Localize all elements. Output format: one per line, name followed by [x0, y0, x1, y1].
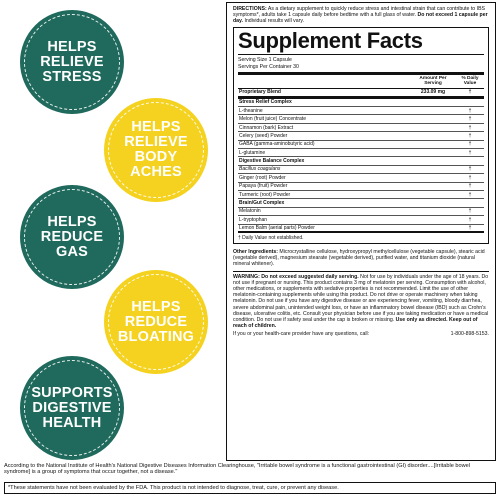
ingredient-dv: † — [468, 208, 472, 215]
directions-text: As a dietary supplement to quickly reduce stress and intestinal strain that can contribute to IBS symptoms*, adults take 1 capsule daily before bedtime with a full glass of water. — [233, 6, 485, 19]
daily-value-note: † Daily Value not established. — [238, 234, 304, 241]
ingredient-name: L-theanine — [239, 107, 263, 114]
proprietary-blend-row — [238, 89, 484, 99]
other-ingredients-text: Microcrystalline cellulose, hydroxypropyl methylcellulose (vegetable capsule), stearic acid (vegetable derived), magnesium stearate (vegetable derived), purified water, and titanium dioxide (natural mineral whitener). — [233, 249, 485, 268]
other-ingredients-heading: Other Ingredients: — [233, 249, 278, 256]
badge-relieve-body-aches — [104, 98, 208, 202]
warning-heading: WARNING: Do not exceed suggested daily serving. — [233, 273, 359, 280]
badge-line: REDUCE — [40, 228, 104, 245]
badge-line: HELPS — [47, 213, 97, 230]
ingredient-name: Celery (seed) Powder — [239, 132, 288, 139]
badge-line: RELIEVE — [124, 134, 188, 150]
badge-line: HELPS — [131, 298, 181, 315]
ingredient-dv: † — [468, 149, 472, 156]
ingredient-name: Melatonin — [239, 208, 261, 215]
supplement-facts-panel — [233, 27, 489, 244]
warning-text: Not for use by individuals under the age of 18 years. Do not use if pregnant or nursing. This product contains 3 mg of melatonin per serving. Consumption with alcohol, other medications, or supplements with sedative properties is not recommended. Limit the use of other melatonin-containing supplements while using this product. Do not drive or operate machinery when taking melatonin. Do not use if you have any digestive disease or are experiencing fever, vomiting, bloody diarrhea, severe abdominal pain, unintended weight loss, or have an inflammatory bowel disease (IBD) such as Crohn's disease, ulcerative colitis, etc. Consult your physician before use if you are taking medication or have a medical condition. Do not use if safety seal under the cap is broken or missing. — [233, 273, 489, 324]
ingredient-dv: † — [468, 132, 472, 139]
ingredient-dv: † — [468, 183, 472, 190]
contact-text: If you or your health-care provider have any questions, call: — [233, 331, 370, 338]
servings-per-container: Servings Per Container 30 — [238, 63, 299, 70]
ingredient-name: Melon (fruit juice) Concentrate — [239, 116, 306, 123]
ingredient-row — [238, 174, 484, 182]
ingredient-row — [238, 141, 484, 149]
badge-relieve-stress — [20, 10, 124, 114]
ingredient-row — [238, 191, 484, 199]
badge-text — [31, 386, 112, 431]
directions-note: Individual results will vary. — [243, 18, 305, 25]
ingredient-row — [238, 107, 484, 115]
ingredient-row — [238, 183, 484, 191]
warning-directive: Use only as directed. Keep out of reach of children. — [233, 317, 478, 330]
ingredient-name: Turmeric (root) Powder — [239, 191, 291, 198]
daily-value-header: % Daily Value — [461, 75, 479, 87]
supplement-facts-title: Supplement Facts — [238, 30, 484, 55]
badge-line: HELPS — [131, 119, 181, 135]
ingredient-name: GABA (gamma-aminobutyric acid) — [239, 141, 315, 148]
ingredient-dv: † — [468, 107, 472, 114]
badge-line: SUPPORTS — [31, 384, 113, 401]
fda-disclaimer: *These statements have not been evaluated by the FDA. This product is not intended to diagnose, treat, cure, or prevent any disease. — [4, 482, 496, 494]
badge-line: STRESS — [42, 68, 102, 85]
ingredient-row — [238, 208, 484, 216]
amount-header: Amount Per Serving — [419, 75, 447, 87]
supplement-label — [226, 2, 496, 461]
ingredient-dv: † — [468, 174, 472, 181]
badge-line: ACHES — [130, 164, 182, 180]
badge-text — [41, 215, 103, 260]
ingredient-name: L-tryptophan — [239, 216, 268, 223]
badge-line: DIGESTIVE — [32, 399, 112, 416]
section-title: Stress Relief Complex — [239, 99, 292, 106]
section-title: Digestive Balance Complex — [239, 158, 305, 165]
contact-phone: 1-800-898-5153. — [450, 331, 489, 338]
ingredient-dv: † — [468, 124, 472, 131]
ingredient-row — [238, 216, 484, 224]
ingredient-dv: † — [468, 216, 472, 223]
directions-limit: Do not exceed 1 capsule per day. — [233, 12, 488, 25]
badge-line: RELIEVE — [40, 53, 104, 70]
section-heading — [238, 99, 484, 107]
serving-info — [238, 55, 484, 75]
badge-line: BLOATING — [117, 328, 195, 345]
ingredient-row — [238, 124, 484, 132]
badge-digestive-health — [20, 356, 124, 460]
ingredient-name: Ginger (root) Powder — [239, 174, 286, 181]
ingredient-dv: † — [468, 191, 472, 198]
ingredient-row — [238, 225, 484, 233]
badge-reduce-gas — [20, 185, 124, 289]
ingredient-name: Papaya (fruit) Powder — [239, 183, 288, 190]
ingredient-name: Lemon Balm (aerial parts) Powder — [239, 224, 315, 231]
badge-line: GAS — [55, 243, 89, 260]
blend-name: Proprietary Blend — [239, 89, 281, 96]
nih-quote: According to the National Institute of Health's National Digestive Diseases Information Clearinghouse, "Irritable bowel syndrome is a functional gastrointestinal (GI) disorder....[Irritable bowel syndrome] is a group of symptoms that occur together, not a disease." — [4, 463, 471, 476]
section-title: Brain/Gut Complex — [239, 200, 285, 207]
directions — [233, 6, 489, 24]
ingredient-dv: † — [468, 166, 472, 173]
badge-reduce-bloating — [104, 270, 208, 374]
serving-size: Serving Size 1 Capsule — [238, 57, 292, 64]
badge-line: BODY — [134, 149, 178, 165]
ingredient-row — [238, 149, 484, 157]
badge-text — [40, 40, 103, 85]
other-ingredients — [233, 249, 489, 268]
ingredient-row — [238, 115, 484, 123]
divider — [233, 271, 489, 272]
ingredient-row — [238, 132, 484, 140]
blend-dv: † — [468, 89, 472, 96]
blend-amount: 233.09 mg — [420, 89, 446, 96]
facts-header — [238, 75, 484, 89]
ingredient-dv: † — [468, 116, 472, 123]
badge-line: REDUCE — [124, 313, 188, 330]
ingredient-dv: † — [468, 224, 472, 231]
badge-text — [118, 300, 194, 345]
warning — [233, 274, 489, 330]
ingredient-row — [238, 166, 484, 174]
contact-line — [233, 331, 489, 337]
ingredient-dv: † — [468, 141, 472, 148]
ingredient-name: Bacillus coagulans — [239, 166, 281, 173]
ingredient-name: Cinnamon (bark) Extract — [239, 124, 294, 131]
badge-line: HEALTH — [42, 414, 102, 431]
badge-line: HELPS — [47, 38, 97, 55]
badge-text — [124, 120, 187, 180]
directions-heading: DIRECTIONS: — [233, 6, 267, 12]
section-heading — [238, 157, 484, 165]
ingredient-name: L-glutamine — [239, 149, 266, 156]
section-heading — [238, 199, 484, 207]
